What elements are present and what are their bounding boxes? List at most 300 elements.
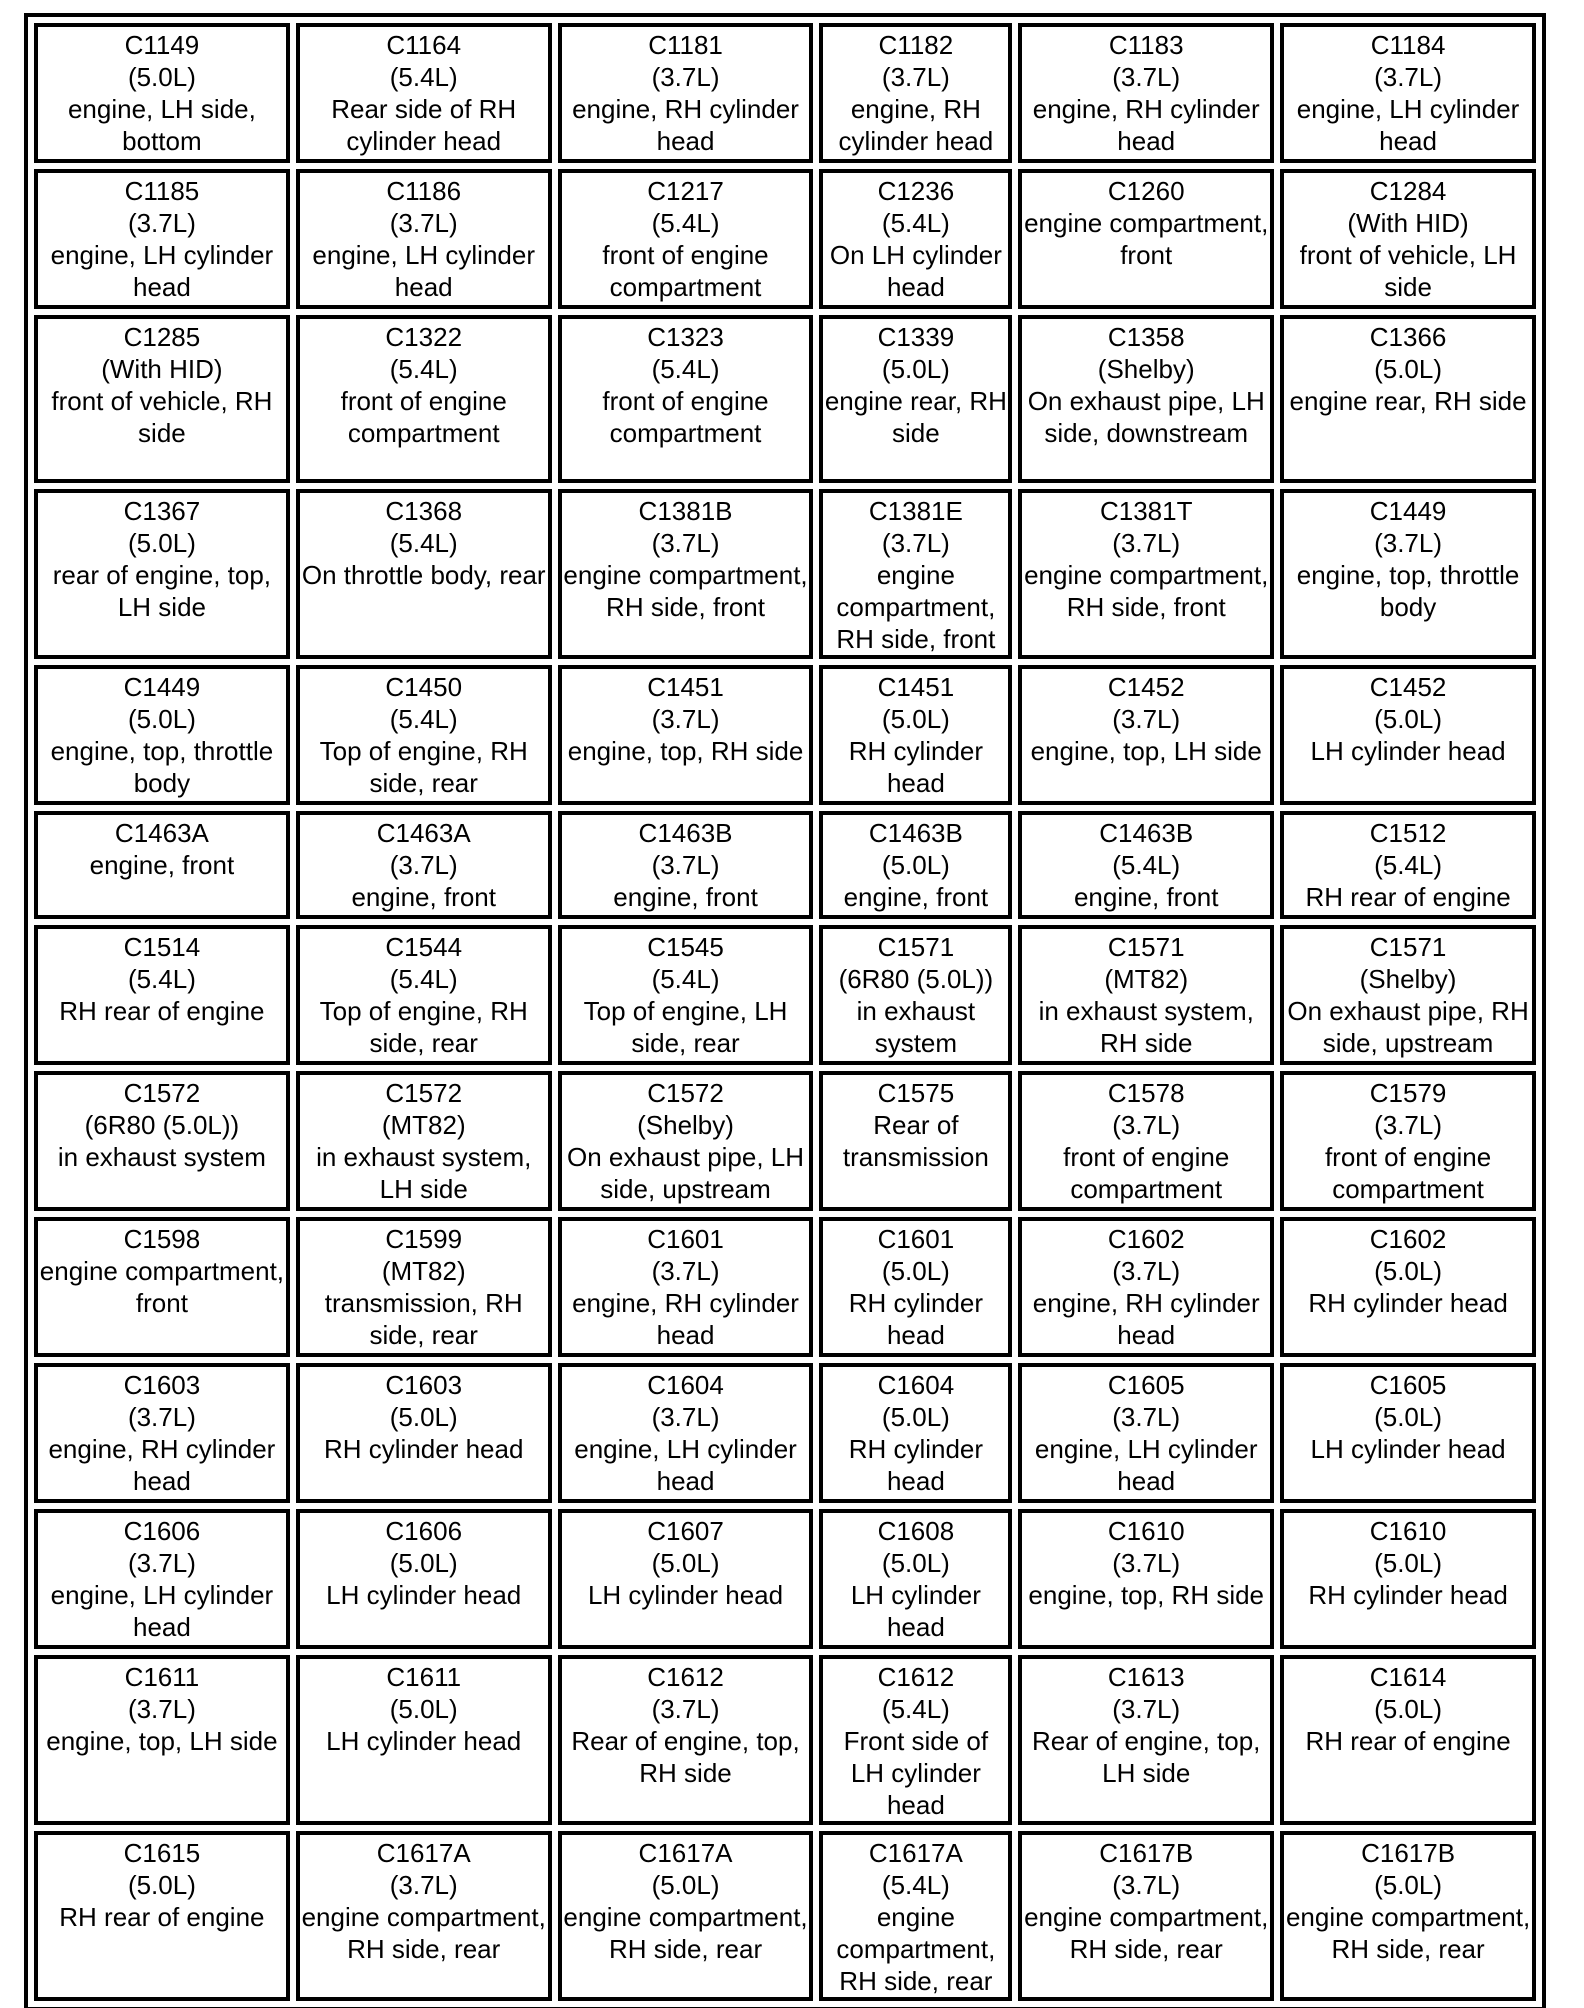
- connector-cell: [1018, 1071, 1274, 1211]
- connector-location: engine, top, RH side: [567, 736, 804, 766]
- connector-location: On exhaust pipe, RH side, upstream: [1287, 996, 1529, 1058]
- connector-cell: [1018, 1655, 1274, 1825]
- connector-variant: (3.7L): [1112, 1110, 1181, 1140]
- connector-variant: (6R80 (5.0L)): [838, 964, 994, 994]
- connector-variant: (3.7L): [1374, 62, 1443, 92]
- connector-cell: [296, 1363, 552, 1503]
- connector-cell: [558, 1655, 814, 1825]
- connector-location: engine, top, RH side: [1028, 1580, 1265, 1610]
- connector-location: engine, LH side, bottom: [67, 94, 256, 156]
- connector-cell: [819, 1831, 1012, 2001]
- table-body: [34, 23, 1536, 2001]
- connector-id: C1572: [385, 1078, 463, 1108]
- connector-variant: (MT82): [1104, 964, 1189, 994]
- connector-cell: [558, 23, 814, 163]
- connector-location: engine compartment, RH side, rear: [1024, 1902, 1269, 1964]
- connector-variant: (3.7L): [651, 1402, 720, 1432]
- connector-location: LH cylinder head: [587, 1580, 784, 1610]
- connector-location: RH rear of engine: [59, 996, 265, 1026]
- connector-location: On throttle body, rear: [301, 560, 546, 590]
- connector-id: C1381E: [868, 496, 963, 526]
- connector-variant: (With HID): [1347, 208, 1469, 238]
- connector-location: Top of engine, RH side, rear: [319, 736, 528, 798]
- connector-id: C1617B: [1361, 1838, 1456, 1868]
- connector-cell: [296, 23, 552, 163]
- connector-cell: [558, 1217, 814, 1357]
- connector-cell: [296, 169, 552, 309]
- connector-id: C1186: [386, 176, 462, 206]
- connector-location: engine rear, RH side: [1289, 386, 1527, 416]
- connector-variant: (5.4L): [881, 208, 950, 238]
- connector-variant: (5.4L): [881, 1694, 950, 1724]
- connector-cell: [1280, 169, 1536, 309]
- connector-variant: (5.0L): [127, 1870, 196, 1900]
- connector-location: RH cylinder head: [324, 1434, 524, 1464]
- connector-cell: [819, 1363, 1012, 1503]
- connector-cell: [558, 811, 814, 919]
- connector-location: LH cylinder head: [850, 1580, 981, 1642]
- connector-cell: [1018, 1217, 1274, 1357]
- connector-location: Front side of LH cylinder head: [843, 1726, 989, 1820]
- connector-cell: [34, 1655, 290, 1825]
- connector-cell: [34, 811, 290, 919]
- connector-location: LH cylinder head: [1310, 1434, 1506, 1464]
- connector-cell: [1018, 489, 1274, 659]
- connector-id: C1572: [123, 1078, 201, 1108]
- connector-cell: [819, 925, 1012, 1065]
- connector-id: C1610: [1369, 1516, 1447, 1546]
- connector-variant: (5.0L): [881, 1256, 950, 1286]
- connector-id: C1571: [1107, 932, 1185, 962]
- connector-cell: [558, 1831, 814, 2001]
- connector-cell: [1280, 665, 1536, 805]
- table-row: [34, 1655, 1536, 1825]
- connector-id: C1607: [647, 1516, 724, 1546]
- connector-variant: (3.7L): [127, 1402, 196, 1432]
- connector-variant: (3.7L): [651, 528, 720, 558]
- connector-cell: [819, 489, 1012, 659]
- connector-variant: (MT82): [381, 1256, 466, 1286]
- table-row: [34, 1217, 1536, 1357]
- connector-variant: (5.0L): [389, 1694, 458, 1724]
- connector-cell: [34, 1217, 290, 1357]
- connector-variant: (3.7L): [389, 850, 458, 880]
- connector-cell: [1280, 1831, 1536, 2001]
- connector-variant: (5.0L): [1374, 1402, 1443, 1432]
- connector-variant: (Shelby): [637, 1110, 734, 1140]
- connector-id: C1603: [123, 1370, 201, 1400]
- connector-location: rear of engine, top, LH side: [52, 560, 272, 622]
- connector-id: C1449: [123, 672, 201, 702]
- connector-location: RH rear of engine: [1305, 1726, 1511, 1756]
- table-row: [34, 925, 1536, 1065]
- connector-id: C1613: [1107, 1662, 1185, 1692]
- connector-cell: [296, 489, 552, 659]
- connector-location: engine, front: [1073, 882, 1219, 912]
- connector-id: C1366: [1369, 322, 1447, 352]
- connector-cell: [34, 925, 290, 1065]
- connector-id: C1608: [877, 1516, 955, 1546]
- connector-id: C1463A: [376, 818, 471, 848]
- connector-id: C1449: [1369, 496, 1447, 526]
- connector-id: C1217: [647, 176, 724, 206]
- connector-location: engine, LH cylinder head: [50, 1580, 274, 1642]
- connector-cell: [558, 665, 814, 805]
- connector-id: C1599: [385, 1224, 463, 1254]
- connector-variant: (5.0L): [651, 1870, 720, 1900]
- connector-variant: (3.7L): [1112, 1402, 1181, 1432]
- connector-location: engine, front: [89, 850, 235, 880]
- connector-location: engine, top, throttle body: [50, 736, 274, 798]
- connector-location: On exhaust pipe, LH side, upstream: [567, 1142, 805, 1204]
- connector-location: front of engine compartment: [602, 386, 769, 448]
- connector-cell: [34, 1071, 290, 1211]
- connector-variant: (5.0L): [881, 1402, 950, 1432]
- connector-id: C1603: [385, 1370, 463, 1400]
- connector-cell: [819, 665, 1012, 805]
- connector-id: C1604: [877, 1370, 955, 1400]
- connector-cell: [1018, 665, 1274, 805]
- connector-id: C1601: [647, 1224, 724, 1254]
- connector-cell: [34, 665, 290, 805]
- connector-id: C1260: [1107, 176, 1185, 206]
- connector-id: C1368: [385, 496, 463, 526]
- connector-cell: [1280, 1217, 1536, 1357]
- connector-id: C1184: [1370, 30, 1446, 60]
- connector-variant: (3.7L): [651, 62, 720, 92]
- connector-variant: (5.0L): [1374, 1256, 1443, 1286]
- connector-location: in exhaust system, LH side: [316, 1142, 532, 1204]
- connector-variant: (5.0L): [1374, 1694, 1443, 1724]
- connector-cell: [819, 1071, 1012, 1211]
- connector-variant: (3.7L): [1374, 1110, 1443, 1140]
- connector-location: front of engine compartment: [1324, 1142, 1492, 1204]
- connector-location: in exhaust system, RH side: [1038, 996, 1254, 1058]
- connector-cell: [1018, 169, 1274, 309]
- connector-id: C1615: [123, 1838, 201, 1868]
- connector-id: C1601: [877, 1224, 955, 1254]
- connector-cell: [1280, 1509, 1536, 1649]
- connector-variant: (5.0L): [881, 1548, 950, 1578]
- connector-location: front of engine compartment: [1063, 1142, 1230, 1204]
- connector-cell: [1018, 1509, 1274, 1649]
- connector-id: C1182: [878, 30, 954, 60]
- connector-cell: [296, 1655, 552, 1825]
- connector-location: engine, LH cylinder head: [1296, 94, 1520, 156]
- connector-variant: (3.7L): [1112, 1694, 1181, 1724]
- connector-cell: [1018, 315, 1274, 483]
- connector-variant: (3.7L): [1112, 704, 1181, 734]
- connector-cell: [558, 1071, 814, 1211]
- connector-location: engine, top, LH side: [1030, 736, 1262, 766]
- connector-location: engine, front: [613, 882, 758, 912]
- connector-id: C1602: [1107, 1224, 1185, 1254]
- connector-location: engine, LH cylinder head: [574, 1434, 797, 1496]
- connector-id: C1544: [385, 932, 463, 962]
- connector-location: RH rear of engine: [1305, 882, 1511, 912]
- connector-location: engine compartment, RH side, front: [836, 560, 996, 654]
- connector-variant: (5.0L): [1374, 704, 1443, 734]
- connector-cell: [819, 811, 1012, 919]
- table-row: [34, 315, 1536, 483]
- connector-cell: [296, 315, 552, 483]
- connector-cell: [1018, 925, 1274, 1065]
- connector-location: On exhaust pipe, LH side, downstream: [1027, 386, 1265, 448]
- connector-location: engine compartment, RH side, rear: [563, 1902, 808, 1964]
- connector-variant: (3.7L): [881, 528, 950, 558]
- connector-id: C1463B: [868, 818, 963, 848]
- connector-cell: [1280, 315, 1536, 483]
- connector-id: C1606: [385, 1516, 463, 1546]
- connector-id: C1571: [877, 932, 955, 962]
- connector-id: C1463B: [638, 818, 733, 848]
- connector-id: C1149: [124, 30, 200, 60]
- connector-id: C1512: [1369, 818, 1447, 848]
- connector-id: C1611: [124, 1662, 200, 1692]
- connector-id: C1604: [647, 1370, 724, 1400]
- connector-id: C1610: [1107, 1516, 1185, 1546]
- connector-variant: (Shelby): [1359, 964, 1457, 994]
- connector-location: engine, top, throttle body: [1296, 560, 1520, 622]
- connector-location: Rear of transmission: [842, 1110, 989, 1172]
- connector-id: C1598: [123, 1224, 201, 1254]
- connector-cell: [34, 23, 290, 163]
- connector-cell: [558, 1509, 814, 1649]
- table-row: [34, 811, 1536, 919]
- connector-variant: (5.4L): [651, 354, 720, 384]
- connector-variant: (3.7L): [651, 1694, 720, 1724]
- connector-id: C1284: [1369, 176, 1447, 206]
- connector-cell: [34, 1509, 290, 1649]
- connector-id: C1323: [647, 322, 724, 352]
- connector-variant: (5.4L): [651, 208, 720, 238]
- connector-location: engine compartment, RH side, rear: [301, 1902, 546, 1964]
- connector-location: front of engine compartment: [602, 240, 769, 302]
- connector-id: C1381B: [638, 496, 733, 526]
- connector-location: engine, front: [843, 882, 989, 912]
- connector-location: Rear side of RH cylinder head: [331, 94, 517, 156]
- connector-location: engine compartment, RH side, rear: [1285, 1902, 1531, 1964]
- connector-id: C1614: [1369, 1662, 1447, 1692]
- connector-id: C1617A: [868, 1838, 963, 1868]
- connector-variant: (3.7L): [651, 704, 720, 734]
- connector-variant: (6R80 (5.0L)): [84, 1110, 240, 1140]
- connector-id: C1185: [124, 176, 200, 206]
- connector-cell: [819, 1509, 1012, 1649]
- connector-id: C1463A: [114, 818, 209, 848]
- connector-cell: [819, 23, 1012, 163]
- connector-location: engine rear, RH side: [824, 386, 1007, 448]
- connector-cell: [34, 169, 290, 309]
- connector-cell: [296, 925, 552, 1065]
- connector-cell: [1280, 1363, 1536, 1503]
- table-row: [34, 1363, 1536, 1503]
- connector-cell: [1018, 1363, 1274, 1503]
- connector-location: engine, RH cylinder head: [1032, 94, 1260, 156]
- connector-cell: [558, 925, 814, 1065]
- connector-cell: [558, 169, 814, 309]
- connector-location: LH cylinder head: [326, 1580, 522, 1610]
- connector-id: C1514: [123, 932, 201, 962]
- connector-cell: [296, 1831, 552, 2001]
- connector-id: C1575: [877, 1078, 955, 1108]
- connector-location: engine, LH cylinder head: [1034, 1434, 1258, 1496]
- connector-variant: (3.7L): [127, 1694, 196, 1724]
- connector-variant: (Shelby): [1097, 354, 1195, 384]
- connector-cell: [1280, 1071, 1536, 1211]
- connector-id: C1571: [1369, 932, 1447, 962]
- connector-variant: (With HID): [101, 354, 223, 384]
- connector-variant: (3.7L): [1112, 1870, 1181, 1900]
- connector-id: C1605: [1369, 1370, 1447, 1400]
- connector-location: Rear of engine, top, RH side: [571, 1726, 800, 1788]
- connector-cell: [819, 1655, 1012, 1825]
- connector-variant: (5.0L): [881, 704, 950, 734]
- connector-cell: [296, 1217, 552, 1357]
- connector-location: Top of engine, RH side, rear: [319, 996, 528, 1058]
- connector-id: C1339: [877, 322, 955, 352]
- connector-variant: (5.4L): [389, 964, 458, 994]
- connector-location: engine, RH cylinder head: [572, 94, 799, 156]
- connector-variant: (3.7L): [1112, 1256, 1181, 1286]
- connector-location: in exhaust system: [856, 996, 976, 1058]
- connector-location: engine, RH cylinder head: [48, 1434, 276, 1496]
- connector-cell: [1280, 489, 1536, 659]
- connector-id: C1367: [123, 496, 201, 526]
- connector-location: LH cylinder head: [1310, 736, 1506, 766]
- connector-cell: [296, 1509, 552, 1649]
- connector-variant: (5.0L): [389, 1548, 458, 1578]
- connector-location-table: [24, 13, 1546, 2008]
- connector-location: engine compartment, front: [39, 1256, 285, 1318]
- connector-cell: [34, 1363, 290, 1503]
- connector-cell: [296, 665, 552, 805]
- connector-cell: [1018, 1831, 1274, 2001]
- connector-location: transmission, RH side, rear: [324, 1288, 523, 1350]
- table-row: [34, 489, 1536, 659]
- connector-id: C1602: [1369, 1224, 1447, 1254]
- connector-location: Rear of engine, top, LH side: [1032, 1726, 1261, 1788]
- connector-id: C1285: [123, 322, 201, 352]
- connector-location: engine compartment, RH side, rear: [836, 1902, 996, 1996]
- connector-id: C1452: [1107, 672, 1185, 702]
- connector-id: C1358: [1107, 322, 1185, 352]
- connector-variant: (5.0L): [881, 850, 950, 880]
- connector-variant: (3.7L): [881, 62, 950, 92]
- connector-location: RH cylinder head: [1308, 1580, 1508, 1610]
- connector-variant: (5.4L): [389, 62, 458, 92]
- connector-location: engine compartment, front: [1024, 208, 1269, 270]
- connector-id: C1606: [123, 1516, 201, 1546]
- connector-location: engine, RH cylinder head: [838, 94, 994, 156]
- connector-variant: (3.7L): [1112, 528, 1181, 558]
- connector-variant: (5.0L): [1374, 354, 1443, 384]
- connector-id: C1183: [1108, 30, 1184, 60]
- connector-location: engine, front: [351, 882, 496, 912]
- connector-location: in exhaust system: [57, 1142, 266, 1172]
- connector-id: C1322: [385, 322, 463, 352]
- connector-variant: (5.0L): [127, 528, 196, 558]
- connector-variant: (5.0L): [651, 1548, 720, 1578]
- connector-location: RH rear of engine: [59, 1902, 265, 1932]
- connector-variant: (3.7L): [1112, 1548, 1181, 1578]
- connector-id: C1579: [1369, 1078, 1447, 1108]
- connector-id: C1451: [877, 672, 955, 702]
- connector-cell: [34, 489, 290, 659]
- connector-cell: [1280, 925, 1536, 1065]
- connector-id: C1452: [1369, 672, 1447, 702]
- connector-id: C1605: [1107, 1370, 1185, 1400]
- connector-id: C1181: [648, 30, 723, 60]
- table-row: [34, 1831, 1536, 2001]
- connector-variant: (5.0L): [127, 62, 196, 92]
- connector-location: engine, top, LH side: [46, 1726, 278, 1756]
- connector-variant: (3.7L): [651, 850, 720, 880]
- connector-variant: (5.4L): [881, 1870, 950, 1900]
- connector-cell: [1280, 1655, 1536, 1825]
- connector-variant: (3.7L): [651, 1256, 720, 1286]
- connector-location: Top of engine, LH side, rear: [583, 996, 788, 1058]
- connector-cell: [558, 315, 814, 483]
- connector-variant: (3.7L): [127, 1548, 196, 1578]
- connector-location: front of engine compartment: [340, 386, 507, 448]
- connector-cell: [558, 489, 814, 659]
- connector-variant: (5.4L): [1374, 850, 1443, 880]
- connector-id: C1617B: [1099, 1838, 1194, 1868]
- connector-cell: [296, 1071, 552, 1211]
- connector-variant: (3.7L): [389, 1870, 458, 1900]
- connector-variant: (5.4L): [127, 964, 196, 994]
- connector-id: C1617A: [376, 1838, 471, 1868]
- connector-location: RH cylinder head: [848, 1434, 984, 1496]
- connector-variant: (5.4L): [1112, 850, 1181, 880]
- connector-cell: [558, 1363, 814, 1503]
- connector-cell: [819, 169, 1012, 309]
- connector-cell: [296, 811, 552, 919]
- connector-location: engine, LH cylinder head: [312, 240, 535, 302]
- table-row: [34, 1509, 1536, 1649]
- connector-id: C1463B: [1099, 818, 1194, 848]
- connector-variant: (5.0L): [881, 354, 950, 384]
- connector-variant: (5.4L): [651, 964, 720, 994]
- connector-variant: (5.0L): [389, 1402, 458, 1432]
- connector-variant: (5.4L): [389, 528, 458, 558]
- connector-id: C1572: [647, 1078, 724, 1108]
- connector-variant: (3.7L): [389, 208, 458, 238]
- connector-id: C1612: [877, 1662, 955, 1692]
- connector-location: engine, RH cylinder head: [572, 1288, 799, 1350]
- connector-location: LH cylinder head: [326, 1726, 522, 1756]
- connector-variant: (3.7L): [127, 208, 196, 238]
- connector-variant: (5.0L): [127, 704, 196, 734]
- connector-id: C1545: [647, 932, 724, 962]
- connector-location: front of vehicle, RH side: [51, 386, 273, 448]
- connector-variant: (5.4L): [389, 354, 458, 384]
- connector-location: engine, LH cylinder head: [50, 240, 274, 302]
- connector-variant: (MT82): [381, 1110, 466, 1140]
- connector-location: engine compartment, RH side, front: [1024, 560, 1269, 622]
- connector-location: engine compartment, RH side, front: [563, 560, 808, 622]
- table-row: [34, 665, 1536, 805]
- connector-variant: (3.7L): [1112, 62, 1181, 92]
- connector-id: C1381T: [1099, 496, 1193, 526]
- connector-cell: [34, 1831, 290, 2001]
- connector-location: engine, RH cylinder head: [1032, 1288, 1260, 1350]
- connector-variant: (3.7L): [1374, 528, 1443, 558]
- table-row: [34, 169, 1536, 309]
- connector-id: C1612: [647, 1662, 724, 1692]
- connector-id: C1451: [647, 672, 724, 702]
